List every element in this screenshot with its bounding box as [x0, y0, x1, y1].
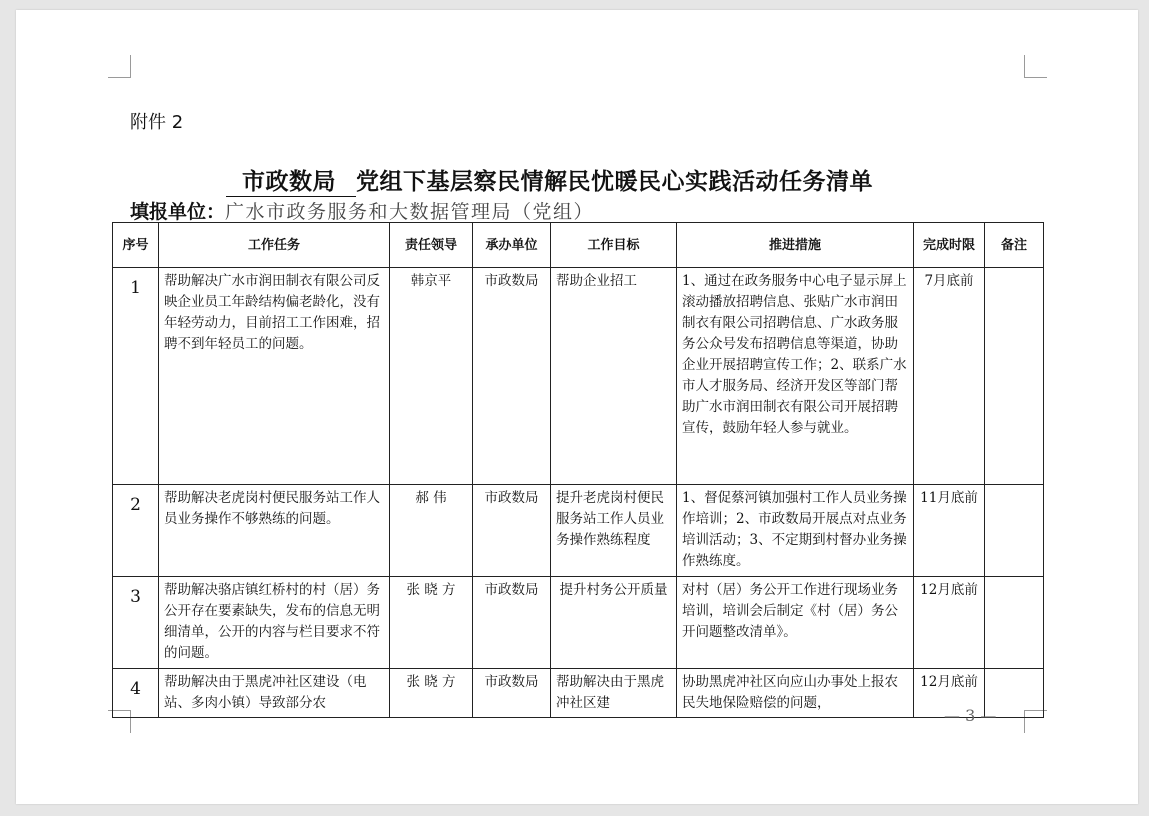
crop-mark-top-left: [108, 55, 131, 78]
cell-measures: 1、督促蔡河镇加强村工作人员业务操作培训；2、市政数局开展点对点业务培训活动；3、不定期到村督办业务操作熟练度。: [677, 485, 914, 577]
table-row: [113, 485, 1044, 577]
reporting-unit-value: 广水市政务服务和大数据管理局（党组）: [225, 201, 595, 223]
header-note: 备注: [985, 223, 1044, 268]
cell-no: 1: [113, 268, 159, 485]
cell-no: 3: [113, 577, 159, 669]
header-goal: 工作目标: [551, 223, 677, 268]
title-rest: 党组下基层察民情解民忧暖民心实践活动任务清单: [356, 168, 873, 195]
header-task: 工作任务: [159, 223, 390, 268]
cell-no: 2: [113, 485, 159, 577]
cell-unit: 市政数局: [473, 577, 551, 669]
cell-task: 帮助解决由于黑虎冲社区建设（电站、多肉小镇）导致部分农: [159, 669, 390, 718]
cell-goal: 提升村务公开质量: [551, 577, 677, 669]
cell-task: 帮助解决广水市润田制衣有限公司反映企业员工年龄结构偏老龄化，没有年轻劳动力，目前招工工作困难，招聘不到年轻员工的问题。: [159, 268, 390, 485]
table-header-row: [113, 223, 1044, 268]
cell-measures: 协助黑虎冲社区向应山办事处上报农民失地保险赔偿的问题，: [677, 669, 914, 718]
cell-unit: 市政数局: [473, 669, 551, 718]
cell-task: 帮助解决骆店镇红桥村的村（居）务公开存在要素缺失，发布的信息无明细清单，公开的内容与栏目要求不符的问题。: [159, 577, 390, 669]
cell-goal: 提升老虎岗村便民服务站工作人员业务操作熟练程度: [551, 485, 677, 577]
title-underlined-part: 市政数局: [226, 163, 356, 197]
cell-leader: 张 晓 方: [390, 669, 473, 718]
cell-leader: 韩京平: [390, 268, 473, 485]
cell-goal: 帮助解决由于黑虎冲社区建: [551, 669, 677, 718]
page-number: — 3 —: [944, 706, 997, 725]
cell-leader: 张 晓 方: [390, 577, 473, 669]
cell-measures: 对村（居）务公开工作进行现场业务培训，培训会后制定《村（居）务公开问题整改清单》。: [677, 577, 914, 669]
cell-deadline: 11月底前: [914, 485, 985, 577]
table-row: [113, 268, 1044, 485]
document-page: [16, 10, 1138, 804]
table-row: [113, 669, 1044, 718]
cell-unit: 市政数局: [473, 485, 551, 577]
attachment-label: 附件 2: [130, 112, 184, 133]
reporting-unit: [130, 197, 594, 224]
header-no: 序号: [113, 223, 159, 268]
table-row: [113, 577, 1044, 669]
cell-goal: 帮助企业招工: [551, 268, 677, 485]
reporting-unit-label: 填报单位：: [130, 201, 226, 223]
cell-deadline: 12月底前: [914, 669, 985, 718]
cell-task: 帮助解决老虎岗村便民服务站工作人员业务操作不够熟练的问题。: [159, 485, 390, 577]
cell-no: 4: [113, 669, 159, 718]
cell-note: [985, 577, 1044, 669]
cell-note: [985, 268, 1044, 485]
cell-leader: 郝 伟: [390, 485, 473, 577]
cell-note: [985, 485, 1044, 577]
cell-measures: 1、通过在政务服务中心电子显示屏上滚动播放招聘信息、张贴广水市润田制衣有限公司招聘信息、广水政务服务公众号发布招聘信息等渠道，协助企业开展招聘宣传工作；2、联系广水市人才服务局、经济开发区等部门帮助广水市润田制衣有限公司开展招聘宣传，鼓励年轻人参与就业。: [677, 268, 914, 485]
cell-deadline: 12月底前: [914, 577, 985, 669]
header-deadline: 完成时限: [914, 223, 985, 268]
cell-unit: 市政数局: [473, 268, 551, 485]
document-title: [226, 163, 873, 197]
crop-mark-top-right: [1024, 55, 1047, 78]
header-leader: 责任领导: [390, 223, 473, 268]
header-measures: 推进措施: [677, 223, 914, 268]
task-table: [112, 222, 1044, 718]
header-unit: 承办单位: [473, 223, 551, 268]
cell-deadline: 7月底前: [914, 268, 985, 485]
